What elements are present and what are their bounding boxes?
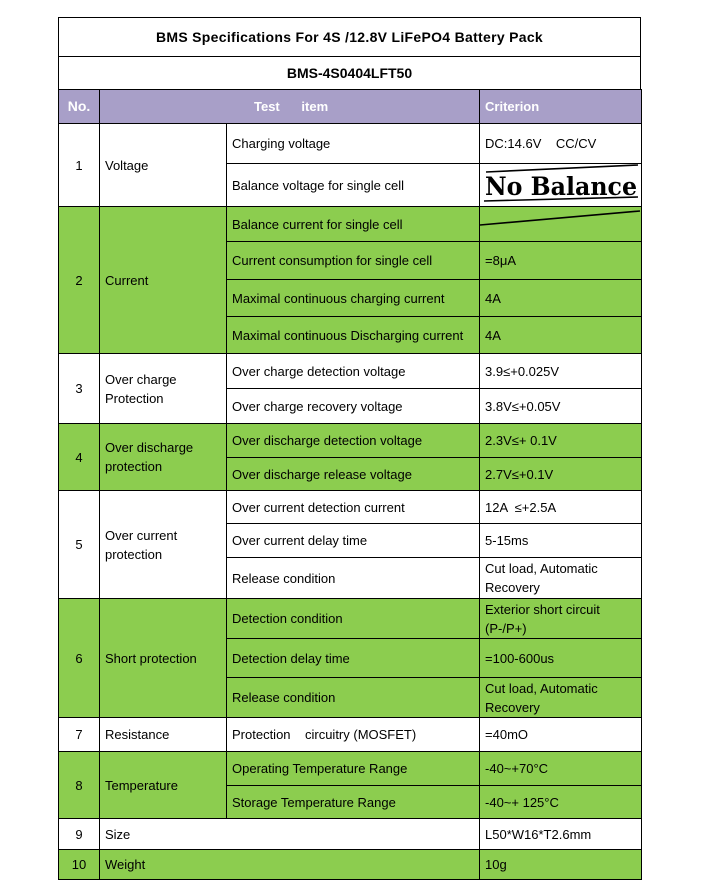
category-label: Weight	[100, 850, 480, 880]
category-label: Over charge Protection	[100, 354, 227, 424]
no-balance-stamp	[480, 164, 642, 207]
criterion-value: Cut load, Automatic Recovery	[480, 678, 642, 718]
criterion-value: DC:14.6V CC/CV	[480, 124, 642, 164]
criterion-value: Exterior short circuit (P-/P+)	[480, 599, 642, 639]
category-label: Size	[100, 819, 480, 850]
strike-line	[480, 207, 642, 241]
table-row	[59, 850, 642, 880]
criterion-value: 3.9≤+0.025V	[480, 354, 642, 389]
category-label: Short protection	[100, 599, 227, 718]
table-row	[59, 718, 642, 752]
test-item: Detection condition	[227, 599, 480, 639]
header-test-item: Test item	[100, 90, 480, 124]
table-row	[59, 752, 642, 786]
row-number: 4	[59, 424, 100, 491]
category-label: Over current protection	[100, 491, 227, 599]
table-row	[59, 207, 642, 242]
criterion-value: 2.7V≤+0.1V	[480, 458, 642, 491]
table-row	[59, 354, 642, 389]
test-item: Over current delay time	[227, 524, 480, 558]
test-item: Over current detection current	[227, 491, 480, 524]
test-item: Over discharge detection voltage	[227, 424, 480, 458]
category-label: Over discharge protection	[100, 424, 227, 491]
table-row	[59, 819, 642, 850]
row-number: 8	[59, 752, 100, 819]
row-number: 5	[59, 491, 100, 599]
row-number: 10	[59, 850, 100, 880]
test-item: Over charge detection voltage	[227, 354, 480, 389]
table-row	[59, 424, 642, 458]
spec-table	[58, 89, 642, 880]
row-number: 9	[59, 819, 100, 850]
criterion-value	[480, 207, 642, 242]
category-label: Current	[100, 207, 227, 354]
test-item: Operating Temperature Range	[227, 752, 480, 786]
criterion-value: 2.3V≤+ 0.1V	[480, 424, 642, 458]
table-row	[59, 599, 642, 639]
criterion-value: Cut load, Automatic Recovery	[480, 558, 642, 599]
category-label: Resistance	[100, 718, 227, 752]
test-item: Storage Temperature Range	[227, 786, 480, 819]
test-item: Current consumption for single cell	[227, 242, 480, 280]
category-label: Temperature	[100, 752, 227, 819]
criterion-value: =100-600us	[480, 639, 642, 678]
criterion-value: 12A ≤+2.5A	[480, 491, 642, 524]
test-item: Release condition	[227, 678, 480, 718]
row-number: 2	[59, 207, 100, 354]
test-item: Maximal continuous Discharging current	[227, 317, 480, 354]
test-item: Protection circuitry (MOSFET)	[227, 718, 480, 752]
table-header-row	[59, 90, 642, 124]
test-item: Charging voltage	[227, 124, 480, 164]
criterion-value: =40mO	[480, 718, 642, 752]
criterion-value: -40~+70°C	[480, 752, 642, 786]
criterion-value: 10g	[480, 850, 642, 880]
spec-sheet	[58, 17, 641, 880]
criterion-value: 4A	[480, 317, 642, 354]
test-item: Over charge recovery voltage	[227, 389, 480, 424]
table-row	[59, 491, 642, 524]
row-number: 7	[59, 718, 100, 752]
criterion-value: L50*W16*T2.6mm	[480, 819, 642, 850]
test-item: Balance voltage for single cell	[227, 164, 480, 207]
table-row	[59, 124, 642, 164]
test-item: Maximal continuous charging current	[227, 280, 480, 317]
test-item: Balance current for single cell	[227, 207, 480, 242]
criterion-value: 3.8V≤+0.05V	[480, 389, 642, 424]
criterion-value: -40~+ 125°C	[480, 786, 642, 819]
sheet-title: BMS Specifications For 4S /12.8V LiFePO4 Battery Pack	[58, 17, 641, 56]
criterion-value: 4A	[480, 280, 642, 317]
model-number: BMS-4S0404LFT50	[58, 56, 641, 89]
row-number: 6	[59, 599, 100, 718]
category-label: Voltage	[100, 124, 227, 207]
criterion-value: 5-15ms	[480, 524, 642, 558]
row-number: 1	[59, 124, 100, 207]
row-number: 3	[59, 354, 100, 424]
test-item: Detection delay time	[227, 639, 480, 678]
header-no: No.	[59, 90, 100, 124]
no-balance-text: No Balance	[485, 172, 638, 201]
test-item: Release condition	[227, 558, 480, 599]
test-item: Over discharge release voltage	[227, 458, 480, 491]
header-criterion: Criterion	[480, 90, 642, 124]
criterion-value: =8μA	[480, 242, 642, 280]
